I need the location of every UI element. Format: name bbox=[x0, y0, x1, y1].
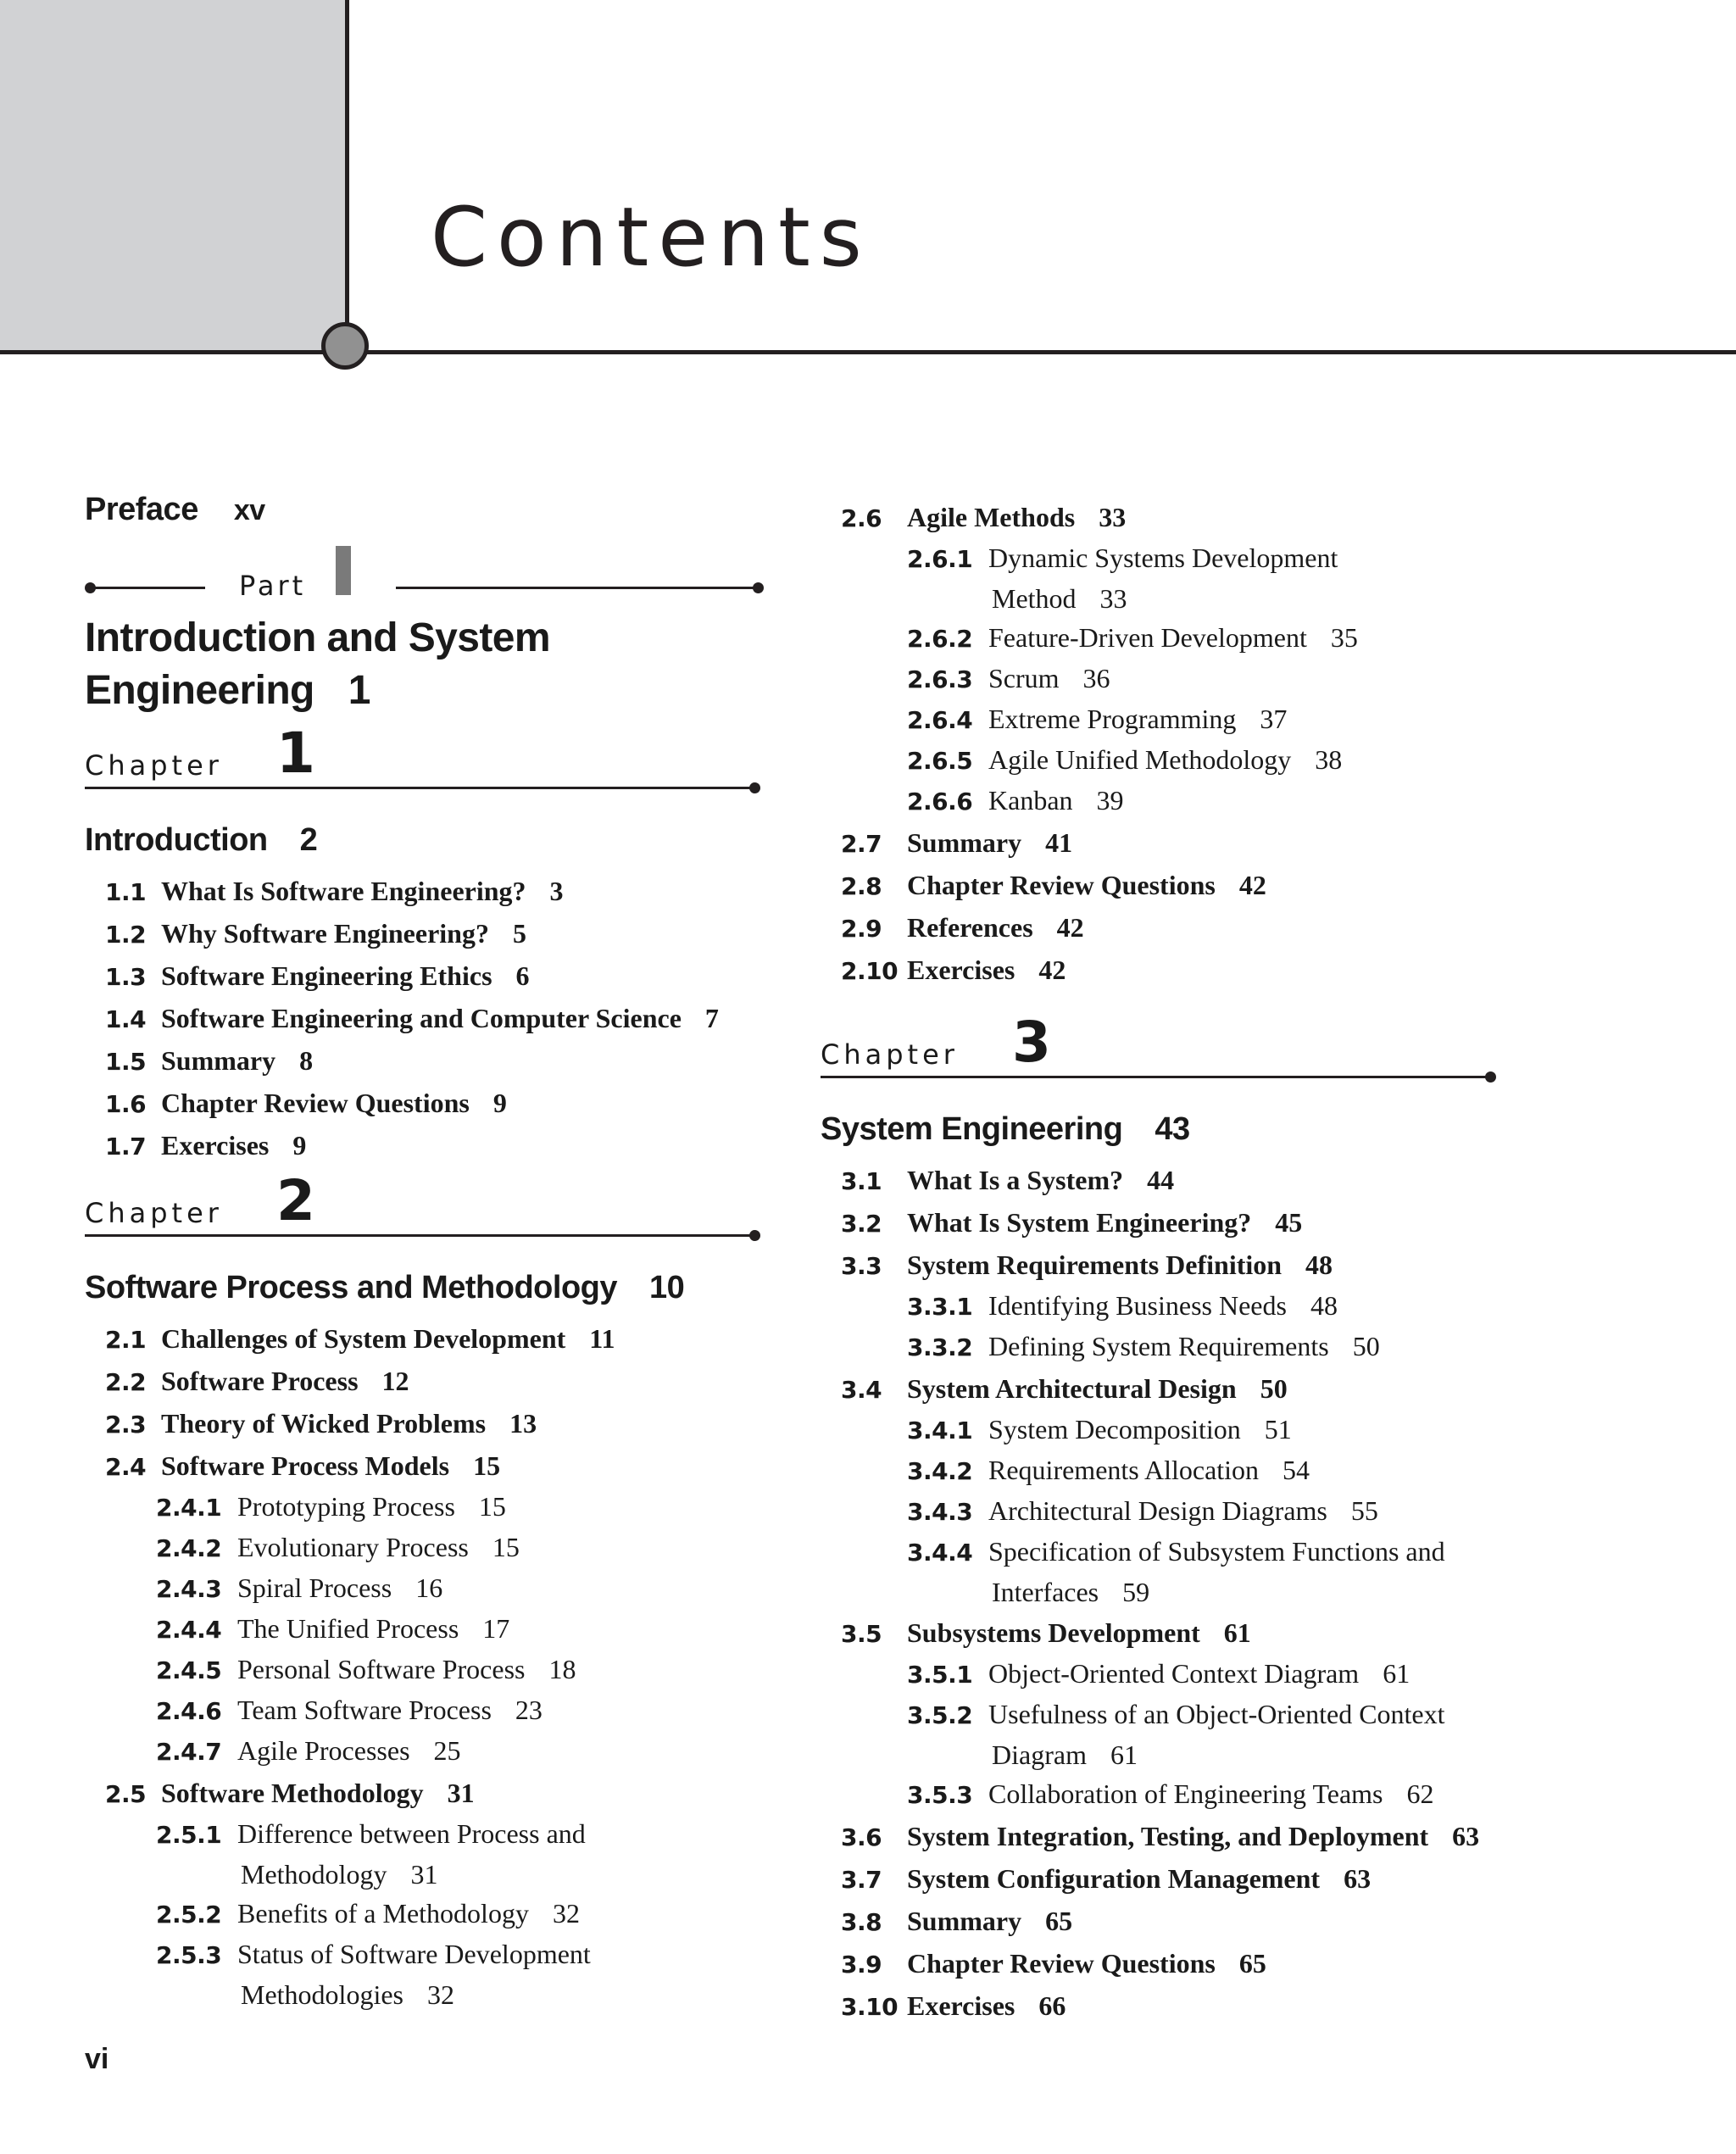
entry-title: Software Engineering and Computer Science bbox=[161, 1003, 682, 1033]
toc-left-column bbox=[85, 492, 763, 2014]
entry-page: 66 bbox=[1038, 1990, 1066, 2021]
entry-title: Extreme Programming bbox=[988, 704, 1237, 734]
entry-number: 2.6.1 bbox=[907, 545, 973, 573]
folio-page-number: vi bbox=[85, 2043, 109, 2075]
entry-page: 17 bbox=[482, 1613, 510, 1644]
entry-title: Difference between Process and bbox=[237, 1818, 586, 1849]
entry-page: 62 bbox=[1406, 1778, 1434, 1809]
chapter-1-sections bbox=[85, 870, 763, 1166]
entry-number: 2.6 bbox=[841, 504, 882, 532]
toc-subsection-entry[interactable] bbox=[85, 1609, 763, 1650]
entry-title: System Configuration Management bbox=[907, 1863, 1321, 1894]
entry-number: 2.4.3 bbox=[156, 1575, 222, 1603]
entry-number: 3.4.3 bbox=[907, 1498, 973, 1526]
chapter-1-divider bbox=[85, 721, 763, 792]
entry-page: 50 bbox=[1352, 1331, 1380, 1361]
entry-page: 6 bbox=[515, 960, 530, 991]
part-title[interactable] bbox=[85, 612, 763, 717]
toc-subsection-entry[interactable] bbox=[85, 1814, 763, 1894]
entry-page: 50 bbox=[1260, 1373, 1288, 1404]
entry-title: Evolutionary Process bbox=[237, 1532, 469, 1562]
entry-number: 2.8 bbox=[841, 872, 882, 900]
entry-title-continued: Method 33 bbox=[992, 583, 1127, 614]
entry-page: 61 bbox=[1223, 1617, 1251, 1648]
entry-page: 38 bbox=[1315, 744, 1343, 775]
entry-title: Summary bbox=[907, 827, 1022, 858]
entry-title: Software Process bbox=[161, 1366, 359, 1396]
entry-page: 9 bbox=[292, 1130, 307, 1160]
entry-title: Chapter Review Questions bbox=[907, 1948, 1216, 1979]
entry-title: Object-Oriented Context Diagram bbox=[988, 1658, 1360, 1689]
toc-section-entry[interactable] bbox=[85, 1402, 763, 1444]
toc-subsection-entry[interactable] bbox=[821, 1654, 1499, 1695]
entry-page: 31 bbox=[447, 1778, 475, 1808]
entry-page: 32 bbox=[552, 1898, 580, 1929]
part-rule-right-end bbox=[753, 582, 764, 593]
toc-subsection-entry[interactable] bbox=[85, 1934, 763, 2014]
entry-number: 3.3 bbox=[841, 1252, 882, 1280]
header-horizontal-rule bbox=[0, 350, 1736, 354]
toc-subsection-entry[interactable] bbox=[821, 1695, 1499, 1774]
entry-number: 2.4 bbox=[105, 1453, 147, 1481]
toc-subsection-entry[interactable] bbox=[85, 1528, 763, 1568]
entry-page: 54 bbox=[1283, 1455, 1310, 1485]
entry-title: System Requirements Definition bbox=[907, 1250, 1283, 1280]
entry-title: Prototyping Process bbox=[237, 1491, 455, 1522]
entry-title: Personal Software Process bbox=[237, 1654, 526, 1684]
entry-page: 15 bbox=[492, 1532, 520, 1562]
entry-title: Team Software Process bbox=[237, 1695, 492, 1725]
entry-page: 25 bbox=[433, 1735, 461, 1766]
toc-subsection-entry[interactable] bbox=[85, 1894, 763, 1934]
entry-title: Exercises bbox=[907, 1990, 1015, 2021]
toc-section-entry[interactable] bbox=[85, 1772, 763, 1814]
preface-page: xv bbox=[233, 494, 265, 526]
toc-right-column bbox=[821, 496, 1499, 2027]
entry-page: 61 bbox=[1110, 1739, 1138, 1770]
toc-subsection-entry[interactable] bbox=[821, 1327, 1499, 1367]
entry-page: 36 bbox=[1082, 663, 1110, 693]
chapter-rule-end bbox=[1485, 1071, 1496, 1083]
entry-title: Summary bbox=[907, 1906, 1022, 1936]
chapter-3-divider bbox=[821, 1010, 1499, 1081]
entry-page: 48 bbox=[1305, 1250, 1333, 1280]
toc-section-entry[interactable] bbox=[821, 1900, 1499, 1942]
part-rule-left bbox=[92, 587, 205, 589]
entry-title: What Is System Engineering? bbox=[907, 1207, 1252, 1238]
entry-title: System Architectural Design bbox=[907, 1373, 1237, 1404]
entry-page: 39 bbox=[1096, 785, 1124, 815]
toc-section-entry[interactable] bbox=[85, 1124, 763, 1166]
entry-number: 2.3 bbox=[105, 1411, 147, 1439]
entry-title: Scrum bbox=[988, 663, 1060, 693]
part-rule-right bbox=[396, 587, 758, 589]
entry-page: 45 bbox=[1275, 1207, 1303, 1238]
entry-page: 5 bbox=[512, 918, 526, 949]
toc-section-entry[interactable] bbox=[821, 1367, 1499, 1410]
entry-number: 1.3 bbox=[105, 963, 147, 991]
entry-page: 42 bbox=[1056, 912, 1084, 943]
entry-page: 37 bbox=[1260, 704, 1288, 734]
chapter-title: Software Process and Methodology bbox=[85, 1270, 617, 1305]
entry-number: 1.2 bbox=[105, 921, 147, 949]
entry-title: Software Process Models bbox=[161, 1450, 450, 1481]
toc-section-entry[interactable] bbox=[85, 1082, 763, 1124]
entry-number: 2.4.1 bbox=[156, 1494, 222, 1522]
header-circle-ornament bbox=[321, 322, 369, 370]
toc-section-entry[interactable] bbox=[821, 906, 1499, 949]
entry-number: 1.4 bbox=[105, 1005, 147, 1033]
toc-section-entry[interactable] bbox=[821, 1857, 1499, 1900]
entry-title: Defining System Requirements bbox=[988, 1331, 1329, 1361]
entry-page: 63 bbox=[1452, 1821, 1480, 1851]
part-label: Part bbox=[239, 570, 307, 602]
entry-title: Exercises bbox=[161, 1130, 270, 1160]
entry-number: 1.6 bbox=[105, 1090, 147, 1118]
toc-section-entry[interactable] bbox=[821, 864, 1499, 906]
entry-number: 3.5.1 bbox=[907, 1661, 973, 1689]
entry-page: 65 bbox=[1045, 1906, 1073, 1936]
entry-title: Kanban bbox=[988, 785, 1073, 815]
entry-number: 2.1 bbox=[105, 1326, 147, 1354]
entry-page: 11 bbox=[589, 1323, 615, 1354]
toc-section-entry[interactable] bbox=[85, 955, 763, 997]
entry-title: Software Methodology bbox=[161, 1778, 424, 1808]
entry-page: 15 bbox=[478, 1491, 506, 1522]
entry-title: Usefulness of an Object-Oriented Context bbox=[988, 1699, 1445, 1729]
toc-subsection-entry[interactable] bbox=[821, 1450, 1499, 1491]
toc-subsection-entry[interactable] bbox=[821, 740, 1499, 781]
entry-number: 2.6.6 bbox=[907, 788, 973, 815]
toc-subsection-entry[interactable] bbox=[821, 1491, 1499, 1532]
chapter-label: Chapter bbox=[85, 749, 223, 782]
chapter-number: 3 bbox=[1012, 1010, 1051, 1075]
entry-page: 3 bbox=[549, 876, 564, 906]
entry-number: 2.7 bbox=[841, 830, 882, 858]
entry-page: 9 bbox=[492, 1088, 507, 1118]
entry-title: Theory of Wicked Problems bbox=[161, 1408, 487, 1439]
entry-page: 61 bbox=[1383, 1658, 1410, 1689]
chapter-label: Chapter bbox=[821, 1038, 959, 1071]
chapter-2-sections-left bbox=[85, 1317, 763, 2014]
entry-page: 33 bbox=[1099, 502, 1127, 532]
chapter-3-title-entry[interactable] bbox=[821, 1111, 1499, 1160]
entry-number: 3.10 bbox=[841, 1993, 899, 2021]
entry-number: 3.5.2 bbox=[907, 1701, 973, 1729]
entry-number: 3.5 bbox=[841, 1620, 882, 1648]
entry-number: 2.6.3 bbox=[907, 665, 973, 693]
chapter-rule bbox=[85, 787, 754, 789]
entry-title: System Integration, Testing, and Deployment bbox=[907, 1821, 1429, 1851]
entry-title: Exercises bbox=[907, 955, 1015, 985]
entry-number: 1.5 bbox=[105, 1048, 147, 1076]
entry-page: 15 bbox=[473, 1450, 501, 1481]
entry-title: What Is a System? bbox=[907, 1165, 1124, 1195]
entry-number: 3.9 bbox=[841, 1951, 882, 1979]
entry-page: 55 bbox=[1350, 1495, 1378, 1526]
entry-number: 3.4.2 bbox=[907, 1457, 973, 1485]
entry-title: Collaboration of Engineering Teams bbox=[988, 1778, 1383, 1809]
header-vertical-rule bbox=[345, 0, 349, 353]
toc-section-entry[interactable] bbox=[821, 1611, 1499, 1654]
entry-page: 65 bbox=[1238, 1948, 1266, 1979]
entry-number: 3.4 bbox=[841, 1376, 882, 1404]
entry-title-continued: Methodologies 32 bbox=[241, 1979, 454, 2010]
toc-subsection-entry[interactable] bbox=[821, 1774, 1499, 1815]
chapter-rule bbox=[821, 1076, 1490, 1078]
toc-subsection-entry[interactable] bbox=[821, 781, 1499, 821]
chapter-title: System Engineering bbox=[821, 1111, 1123, 1147]
entry-page: 16 bbox=[415, 1572, 443, 1603]
entry-title: Why Software Engineering? bbox=[161, 918, 489, 949]
entry-number: 2.5.2 bbox=[156, 1901, 222, 1929]
chapter-page: 10 bbox=[649, 1270, 685, 1305]
entry-page: 63 bbox=[1344, 1863, 1372, 1894]
chapter-rule-end bbox=[749, 782, 760, 793]
chapter-rule bbox=[85, 1234, 754, 1237]
toc-section-entry[interactable] bbox=[821, 1984, 1499, 2027]
toc-section-entry[interactable] bbox=[821, 821, 1499, 864]
entry-title: Subsystems Development bbox=[907, 1617, 1200, 1648]
entry-number: 2.10 bbox=[841, 957, 899, 985]
entry-title: Benefits of a Methodology bbox=[237, 1898, 529, 1929]
preface-label: Preface bbox=[85, 492, 198, 527]
entry-title: Agile Unified Methodology bbox=[988, 744, 1292, 775]
toc-subsection-entry[interactable] bbox=[821, 538, 1499, 618]
entry-title: Chapter Review Questions bbox=[161, 1088, 470, 1118]
entry-page: 42 bbox=[1038, 955, 1066, 985]
entry-number: 3.2 bbox=[841, 1210, 882, 1238]
chapter-2-title-entry[interactable] bbox=[85, 1270, 763, 1319]
toc-subsection-entry[interactable] bbox=[85, 1487, 763, 1528]
toc-section-entry[interactable] bbox=[85, 1444, 763, 1487]
toc-section-entry[interactable] bbox=[821, 949, 1499, 991]
entry-number: 3.3.1 bbox=[907, 1293, 973, 1321]
header-gray-panel bbox=[0, 0, 347, 353]
entry-number: 2.4.7 bbox=[156, 1738, 222, 1766]
entry-title: Dynamic Systems Development bbox=[988, 543, 1338, 573]
entry-number: 3.7 bbox=[841, 1866, 882, 1894]
entry-page: 59 bbox=[1122, 1577, 1150, 1607]
entry-number: 2.4.4 bbox=[156, 1616, 222, 1644]
entry-title: Agile Processes bbox=[237, 1735, 410, 1766]
entry-page: 12 bbox=[381, 1366, 409, 1396]
entry-page: 31 bbox=[410, 1859, 438, 1890]
entry-number: 3.5.3 bbox=[907, 1781, 973, 1809]
entry-page: 41 bbox=[1045, 827, 1073, 858]
toc-subsection-entry[interactable] bbox=[85, 1568, 763, 1609]
entry-page: 8 bbox=[299, 1045, 314, 1076]
entry-number: 2.5 bbox=[105, 1780, 147, 1808]
entry-title: System Decomposition bbox=[988, 1414, 1241, 1444]
entry-number: 3.4.1 bbox=[907, 1417, 973, 1444]
chapter-3-sections bbox=[821, 1159, 1499, 2027]
entry-number: 2.9 bbox=[841, 915, 882, 943]
entry-title: Specification of Subsystem Functions and bbox=[988, 1536, 1445, 1567]
toc-section-entry[interactable] bbox=[821, 1159, 1499, 1201]
entry-number: 2.6.5 bbox=[907, 747, 973, 775]
entry-page: 33 bbox=[1099, 583, 1127, 614]
chapter-2-divider bbox=[85, 1168, 763, 1239]
entry-number: 2.4.2 bbox=[156, 1534, 222, 1562]
toc-section-entry[interactable] bbox=[821, 496, 1499, 538]
entry-title: Chapter Review Questions bbox=[907, 870, 1216, 900]
entry-title-continued: Diagram 61 bbox=[992, 1739, 1138, 1770]
entry-title: Architectural Design Diagrams bbox=[988, 1495, 1327, 1526]
entry-title: Identifying Business Needs bbox=[988, 1290, 1287, 1321]
toc-section-entry[interactable] bbox=[821, 1201, 1499, 1244]
part-number-bar bbox=[336, 546, 351, 595]
entry-number: 2.4.6 bbox=[156, 1697, 222, 1725]
toc-subsection-entry[interactable] bbox=[821, 1532, 1499, 1611]
toc-subsection-entry[interactable] bbox=[85, 1690, 763, 1731]
toc-subsection-entry[interactable] bbox=[821, 618, 1499, 659]
toc-subsection-entry[interactable] bbox=[821, 1286, 1499, 1327]
toc-section-entry[interactable] bbox=[85, 870, 763, 912]
entry-title: Spiral Process bbox=[237, 1572, 392, 1603]
toc-section-entry[interactable] bbox=[821, 1815, 1499, 1857]
entry-page: 7 bbox=[704, 1003, 719, 1033]
entry-number: 2.2 bbox=[105, 1368, 147, 1396]
entry-number: 2.6.4 bbox=[907, 706, 973, 734]
toc-section-entry[interactable] bbox=[85, 1317, 763, 1360]
entry-title: The Unified Process bbox=[237, 1613, 459, 1644]
toc-subsection-entry[interactable] bbox=[821, 1410, 1499, 1450]
entry-page: 35 bbox=[1330, 622, 1358, 653]
entry-number: 3.8 bbox=[841, 1908, 882, 1936]
entry-number: 3.6 bbox=[841, 1823, 882, 1851]
entry-title: Challenges of System Development bbox=[161, 1323, 566, 1354]
entry-title: Requirements Allocation bbox=[988, 1455, 1260, 1485]
entry-number: 2.6.2 bbox=[907, 625, 973, 653]
chapter-2-sections-right bbox=[821, 496, 1499, 991]
chapter-1-title-entry[interactable] bbox=[85, 822, 763, 871]
chapter-page: 2 bbox=[299, 822, 318, 858]
toc-subsection-entry[interactable] bbox=[85, 1731, 763, 1772]
chapter-title: Introduction bbox=[85, 822, 268, 858]
entry-title: Status of Software Development bbox=[237, 1939, 591, 1969]
part-title-line2: Engineering bbox=[85, 668, 314, 713]
part-title-line1: Introduction and System bbox=[85, 615, 550, 660]
part-title-page: 1 bbox=[348, 668, 370, 713]
entry-page: 51 bbox=[1264, 1414, 1292, 1444]
page-title: Contents bbox=[431, 190, 871, 285]
entry-title: What Is Software Engineering? bbox=[161, 876, 526, 906]
entry-title: Feature-Driven Development bbox=[988, 622, 1307, 653]
toc-subsection-entry[interactable] bbox=[821, 699, 1499, 740]
part-divider bbox=[85, 561, 763, 612]
entry-page: 32 bbox=[426, 1979, 454, 2010]
chapter-number: 2 bbox=[276, 1168, 315, 1233]
toc-section-entry[interactable] bbox=[85, 912, 763, 955]
entry-title-continued: Methodology 31 bbox=[241, 1859, 438, 1890]
entry-title: References bbox=[907, 912, 1033, 943]
toc-section-entry[interactable] bbox=[85, 1039, 763, 1082]
preface-entry[interactable] bbox=[85, 492, 763, 544]
entry-page: 18 bbox=[548, 1654, 576, 1684]
entry-number: 1.1 bbox=[105, 878, 147, 906]
chapter-label: Chapter bbox=[85, 1197, 223, 1229]
toc-section-entry[interactable] bbox=[85, 1360, 763, 1402]
entry-number: 2.5.3 bbox=[156, 1941, 222, 1969]
entry-number: 3.4.4 bbox=[907, 1539, 973, 1567]
entry-page: 48 bbox=[1310, 1290, 1338, 1321]
entry-number: 3.3.2 bbox=[907, 1333, 973, 1361]
toc-section-entry[interactable] bbox=[821, 1244, 1499, 1286]
toc-section-entry[interactable] bbox=[821, 1942, 1499, 1984]
toc-section-entry[interactable] bbox=[85, 997, 763, 1039]
entry-page: 44 bbox=[1147, 1165, 1175, 1195]
entry-title: Software Engineering Ethics bbox=[161, 960, 492, 991]
entry-page: 13 bbox=[509, 1408, 537, 1439]
toc-subsection-entry[interactable] bbox=[821, 659, 1499, 699]
toc-subsection-entry[interactable] bbox=[85, 1650, 763, 1690]
entry-number: 2.4.5 bbox=[156, 1656, 222, 1684]
entry-page: 42 bbox=[1238, 870, 1266, 900]
entry-title: Summary bbox=[161, 1045, 276, 1076]
chapter-number: 1 bbox=[276, 721, 315, 786]
chapter-rule-end bbox=[749, 1230, 760, 1241]
entry-number: 1.7 bbox=[105, 1133, 147, 1160]
entry-number: 2.5.1 bbox=[156, 1821, 222, 1849]
entry-number: 3.1 bbox=[841, 1167, 882, 1195]
entry-page: 23 bbox=[515, 1695, 542, 1725]
entry-title-continued: Interfaces 59 bbox=[992, 1577, 1150, 1607]
entry-title: Agile Methods bbox=[907, 502, 1076, 532]
chapter-page: 43 bbox=[1155, 1111, 1190, 1147]
